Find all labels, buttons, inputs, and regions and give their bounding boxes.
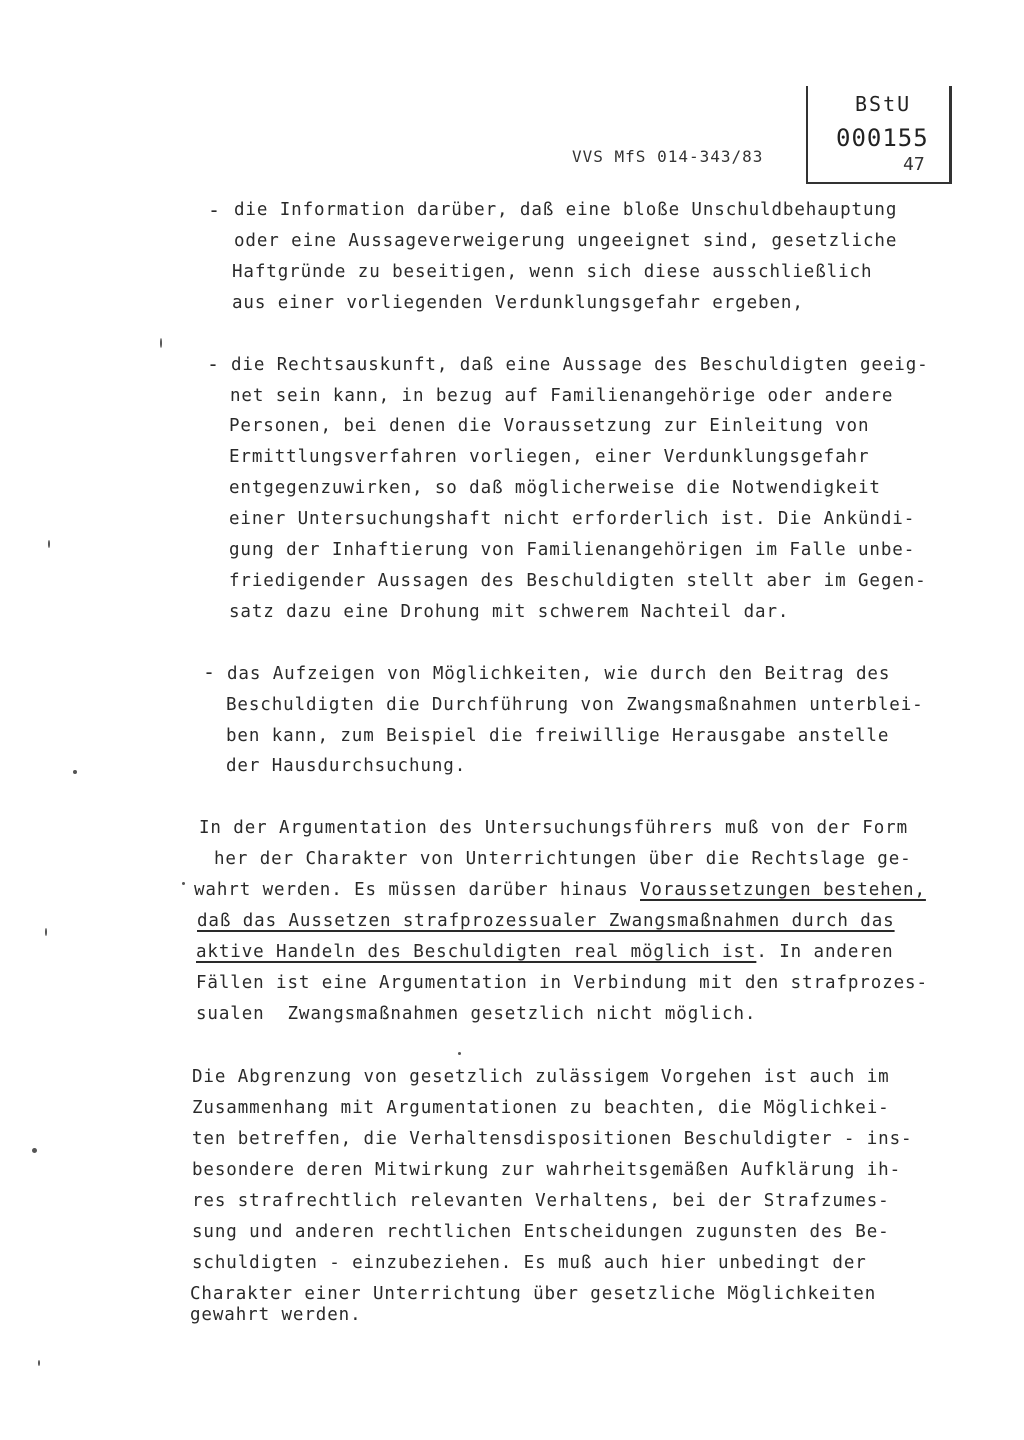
bullet-3-line-1: das Aufzeigen von Möglichkeiten, wie durch den Beitrag des [227,664,891,684]
paragraph-1-line-3 [194,880,926,900]
scan-speck [160,338,162,348]
bullet-3-line-3: ben kann, zum Beispiel die freiwillige Herausgabe anstelle [226,726,890,746]
underlined-phrase: Voraussetzungen bestehen, [640,880,926,900]
paragraph-1-line-6: Fällen ist eine Argumentation in Verbindung mit den strafprozes- [196,973,928,993]
paragraph-1-line-5 [196,942,894,962]
bullet-1-line-3: Haftgründe zu beseitigen, wenn sich diese ausschließlich [232,262,873,282]
scan-speck [73,770,77,774]
underlined-phrase-line-2: daß das Aussetzen strafprozessualer Zwangsmaßnahmen durch das [197,911,895,931]
paragraph-2-line-3: ten betreffen, die Verhaltensdispositionen Beschuldigter - ins- [192,1129,913,1149]
bullet-3-line-4: der Hausdurchsuchung. [226,756,467,776]
scan-speck [38,1360,40,1366]
page-number: 47 [903,154,925,175]
bullet-1-line-4: aus einer vorliegenden Verdunklungsgefahr ergeben, [232,293,804,313]
bullet-2-line-5: entgegenzuwirken, so daß möglicherweise die Notwendigkeit [229,478,881,498]
underlined-phrase-line-3: aktive Handeln des Beschuldigten real möglich ist [196,942,757,962]
paragraph-1-line-5-text: . In anderen [756,942,894,962]
bullet-dash: - [208,198,221,222]
bullet-2-line-2: net sein kann, in bezug auf Familienangehörige oder andere [230,386,894,406]
paragraph-2-line-2: Zusammenhang mit Argumentationen zu beachten, die Möglichkei- [192,1098,890,1118]
stamp-number: 000155 [836,124,929,152]
scan-speck [32,1148,37,1153]
paragraph-2-line-9: gewahrt werden. [190,1305,362,1325]
bullet-2-line-1: die Rechtsauskunft, daß eine Aussage des Beschuldigten geeig- [231,355,929,375]
paragraph-2-line-8: Charakter einer Unterrichtung über gesetzliche Möglichkeiten [190,1284,877,1304]
scan-speck [182,882,185,885]
paragraph-1-line-2: her der Charakter von Unterrichtungen über die Rechtslage ge- [214,849,912,869]
paragraph-1-line-7: sualen Zwangsmaßnahmen gesetzlich nicht möglich. [196,1004,757,1024]
scan-speck [458,1052,461,1055]
paragraph-1-line-1: In der Argumentation des Untersuchungsführers muß von der Form [199,818,909,838]
bullet-2-line-6: einer Untersuchungshaft nicht erforderlich ist. Die Ankündi- [229,509,916,529]
bullet-2-line-4: Ermittlungsverfahren vorliegen, einer Verdunklungsgefahr [229,447,870,467]
bullet-2-line-9: satz dazu eine Drohung mit schwerem Nachteil dar. [229,602,790,622]
bullet-2-line-3: Personen, bei denen die Voraussetzung zur Einleitung von [229,416,870,436]
scan-speck [45,928,47,936]
paragraph-1-line-3-text: wahrt werden. Es müssen darüber hinaus [194,880,640,900]
bullet-2-line-8: friedigender Aussagen des Beschuldigten stellt aber im Gegen- [229,571,927,591]
paragraph-2-line-4: besondere deren Mitwirkung zur wahrheitsgemäßen Aufklärung ih- [192,1160,902,1180]
scan-speck [48,540,50,548]
paragraph-2-line-1: Die Abgrenzung von gesetzlich zulässigem Vorgehen ist auch im [192,1067,890,1087]
document-reference: VVS MfS 014-343/83 [572,147,764,166]
stamp-code: BStU [855,92,912,116]
bullet-1-line-2: oder eine Aussageverweigerung ungeeignet sind, gesetzliche [234,231,898,251]
bullet-dash: - [203,660,216,684]
bullet-1-line-1: die Information darüber, daß eine bloße Unschuldbehauptung [234,200,898,220]
archive-stamp [806,86,952,184]
paragraph-2-line-5: res strafrechtlich relevanten Verhaltens, bei der Strafzumes- [192,1191,890,1211]
bullet-2-line-7: gung der Inhaftierung von Familienangehörigen im Falle unbe- [229,540,916,560]
bullet-dash: - [207,352,220,376]
bullet-3-line-2: Beschuldigten die Durchführung von Zwangsmaßnahmen unterblei- [226,695,924,715]
paragraph-2-line-6: sung und anderen rechtlichen Entscheidungen zugunsten des Be- [192,1222,890,1242]
paragraph-2-line-7: schuldigten - einzubeziehen. Es muß auch hier unbedingt der [192,1253,867,1273]
